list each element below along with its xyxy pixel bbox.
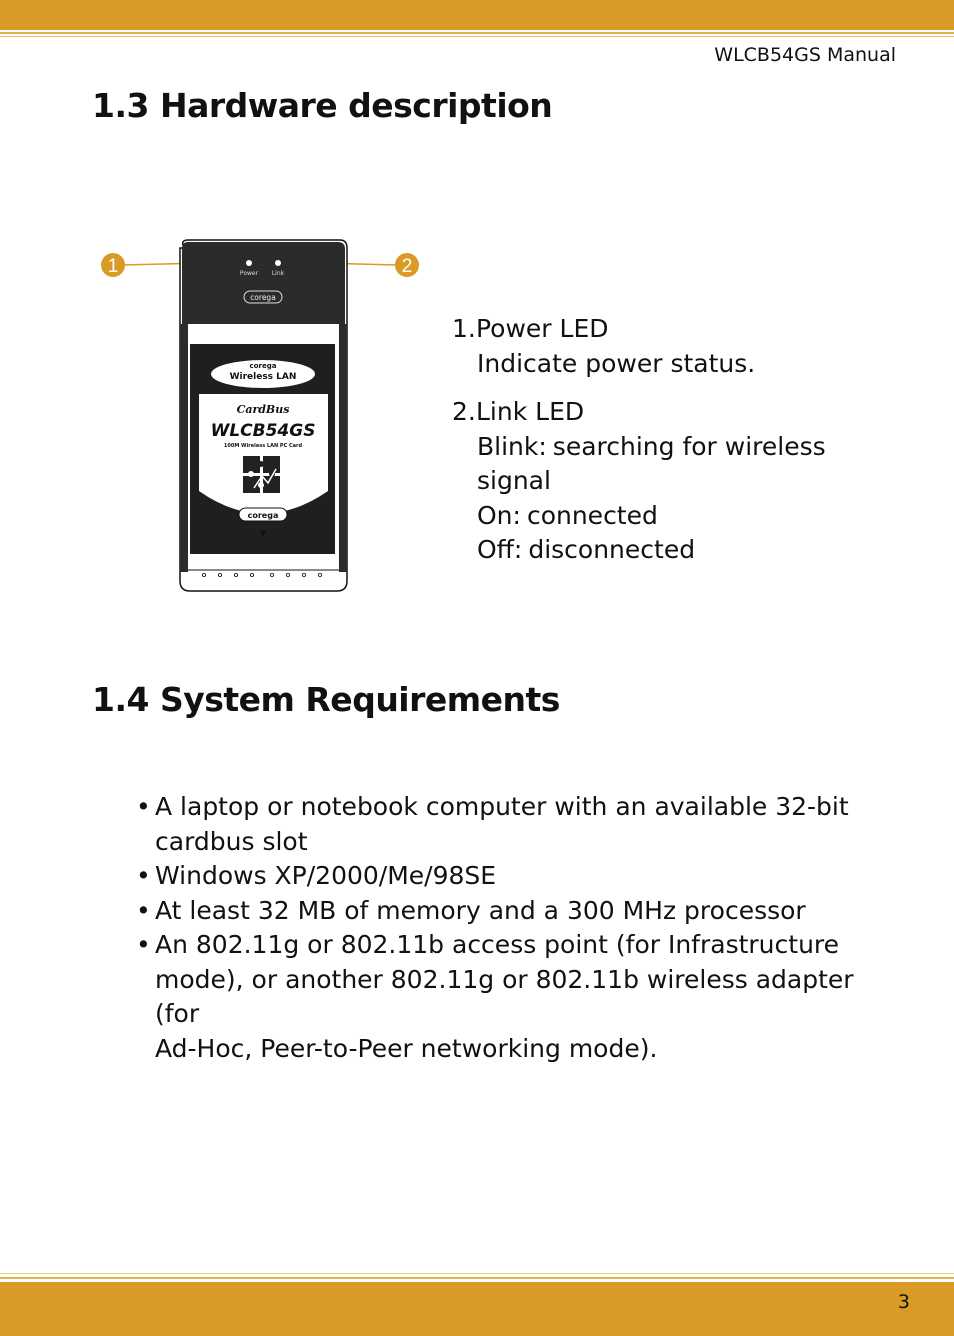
callout-number-1: 1 <box>107 256 119 277</box>
page-number: 3 <box>897 1291 910 1313</box>
led-detail: Blink: searching for wireless <box>477 431 826 461</box>
led-detail: Off: disconnected <box>477 535 696 564</box>
callout-number-2: 2 <box>401 256 413 277</box>
manual-title: WLCB54GS Manual <box>714 44 896 66</box>
led-item-power <box>452 312 826 381</box>
pc-card-illustration <box>96 236 436 596</box>
led-detail: On: connected <box>477 500 658 530</box>
model-subtitle: 100M Wireless LAN PC Card <box>223 443 303 449</box>
link-led <box>275 260 281 266</box>
led-detail: Indicate power status. <box>477 348 756 378</box>
header-rule-thin <box>0 36 954 37</box>
link-led-label: Link <box>271 270 285 277</box>
antenna-cap <box>182 242 345 324</box>
footer-rule <box>0 1277 954 1279</box>
header-rule <box>0 32 954 34</box>
header-band <box>0 0 954 30</box>
side-rail-left <box>180 324 188 572</box>
list-item: • At least 32 MB of memory and a 300 MHz processor <box>136 895 806 925</box>
model-name: WLCB54GS <box>210 421 316 441</box>
led-title: Power LED <box>476 314 609 343</box>
led-number: 2. <box>452 397 476 426</box>
footer-rule-thin <box>0 1273 954 1274</box>
side-rail-right <box>339 324 347 572</box>
hardware-section-title: 1.3 Hardware description <box>92 86 553 125</box>
cap-logo: corega <box>250 293 276 302</box>
power-led-label: Power <box>239 270 259 277</box>
led-title: Link LED <box>476 397 585 426</box>
list-item: • A laptop or notebook computer with an available 32-bit cardbus slot <box>136 792 849 856</box>
led-item-link <box>452 395 826 568</box>
insert-arrow: ▼ <box>259 529 267 539</box>
cardbus-logo: CardBus <box>236 403 290 416</box>
power-led <box>246 260 252 266</box>
led-description-list <box>452 312 826 582</box>
led-detail: signal <box>477 466 551 495</box>
led-number: 1. <box>452 314 476 343</box>
requirements-section-title: 1.4 System Requirements <box>92 680 560 719</box>
label-logo: corega <box>247 511 279 520</box>
list-item: • An 802.11g or 802.11b access point (for Infrastructure mode), or another 802.11g or 802.11b wireless adapter (for Ad-Hoc, Peer-to-Peer networking mode). <box>136 930 854 1063</box>
badge-brand: corega <box>249 362 277 370</box>
badge-wireless-lan: Wireless LAN <box>229 372 297 382</box>
list-item: • Windows XP/2000/Me/98SE <box>136 861 497 890</box>
requirements-list <box>136 790 876 1066</box>
footer-band <box>0 1282 954 1336</box>
